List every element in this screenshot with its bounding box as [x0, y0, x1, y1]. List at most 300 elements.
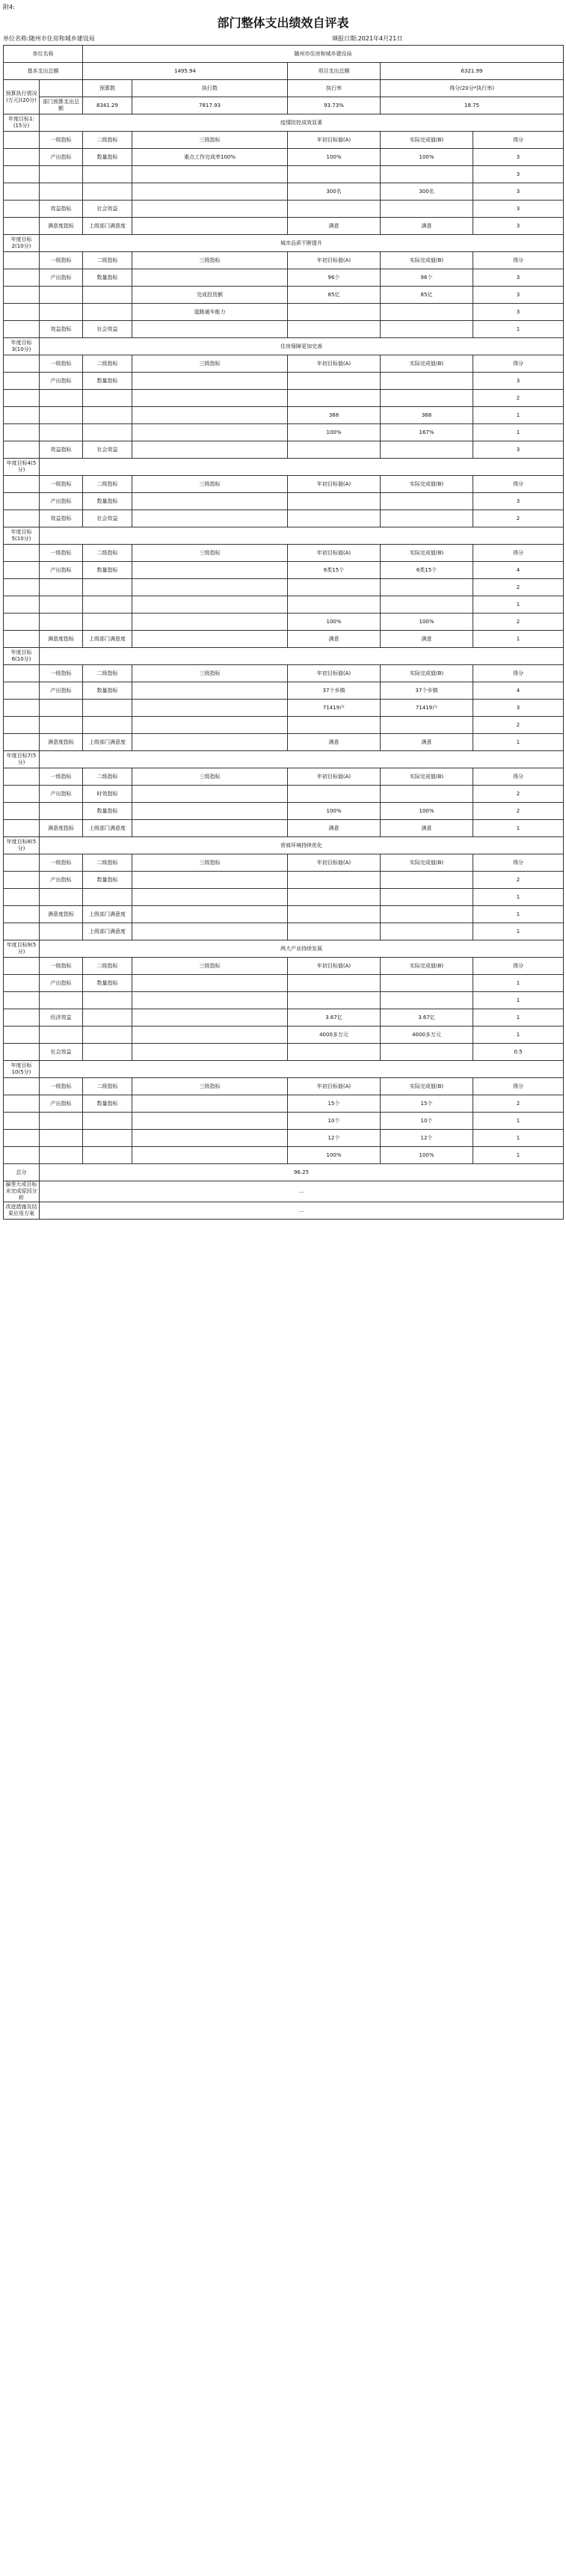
indicator-score: 3	[473, 201, 564, 218]
indicator-spacer	[4, 923, 40, 940]
actual-value	[381, 321, 473, 338]
level3-indicator	[132, 682, 288, 700]
indicator-score: 2	[473, 614, 564, 631]
indicator-score: 1	[473, 734, 564, 751]
indicator-score: 2	[473, 803, 564, 820]
indicator-spacer	[4, 493, 40, 510]
indicator-row	[4, 614, 564, 631]
budget-row-label: 部门预算支出总额	[40, 97, 83, 114]
goal-row	[4, 527, 564, 545]
actual-value: 实际完成值(B)	[381, 252, 473, 269]
indicator-score: 2	[473, 579, 564, 596]
level3-indicator	[132, 975, 288, 992]
indicator-score: 3	[473, 373, 564, 390]
goal-row	[4, 940, 564, 958]
target-value	[288, 872, 381, 889]
target-value: 满意	[288, 734, 381, 751]
indicator-row	[4, 321, 564, 338]
indicator-score: 1	[473, 992, 564, 1009]
target-value: 年初目标值(A)	[288, 958, 381, 975]
indicator-spacer	[4, 820, 40, 837]
level3-indicator	[132, 424, 288, 441]
actual-value: 满意	[381, 218, 473, 235]
goal-row	[4, 338, 564, 355]
target-value	[288, 321, 381, 338]
indicator-spacer	[4, 1078, 40, 1095]
level1-indicator: 产出指标	[40, 562, 83, 579]
indicator-row	[4, 820, 564, 837]
indicator-score: 1	[473, 596, 564, 614]
target-value: 71419户	[288, 700, 381, 717]
level1-indicator	[40, 407, 83, 424]
target-value: 100%	[288, 614, 381, 631]
indicator-score: 3	[473, 441, 564, 459]
indicator-score: 2	[473, 510, 564, 527]
actual-value: 96个	[381, 269, 473, 287]
level3-indicator	[132, 373, 288, 390]
target-value: 年初目标值(A)	[288, 545, 381, 562]
level1-indicator	[40, 166, 83, 183]
budget-label: 预算执行情况(万元)(20分)	[4, 80, 40, 114]
level2-indicator	[83, 304, 132, 321]
level1-indicator: 满意度指标	[40, 906, 83, 923]
level1-indicator: 产出指标	[40, 373, 83, 390]
indicator-spacer	[4, 786, 40, 803]
level3-indicator	[132, 614, 288, 631]
level3-indicator	[132, 1113, 288, 1130]
issues-text: …	[40, 1181, 564, 1202]
level2-indicator: 数量指标	[83, 149, 132, 166]
level3-indicator	[132, 923, 288, 940]
indicator-score: 1	[473, 1027, 564, 1044]
level1-indicator: 产出指标	[40, 1095, 83, 1113]
target-value: 12个	[288, 1130, 381, 1147]
indicator-row	[4, 734, 564, 751]
level2-indicator	[83, 166, 132, 183]
indicator-row	[4, 201, 564, 218]
actual-value	[381, 304, 473, 321]
budget-h-exec: 执行数	[132, 80, 288, 97]
indicator-row	[4, 579, 564, 596]
indicator-spacer	[4, 700, 40, 717]
level1-indicator	[40, 287, 83, 304]
level3-indicator	[132, 889, 288, 906]
indicator-row	[4, 493, 564, 510]
indicator-row	[4, 1044, 564, 1061]
level2-indicator: 上级部门满意度	[83, 820, 132, 837]
total-label: 总分	[4, 1164, 40, 1181]
indicator-row	[4, 1130, 564, 1147]
indicator-spacer	[4, 854, 40, 872]
actual-value	[381, 786, 473, 803]
budget-amount: 8341.29	[83, 97, 132, 114]
indicator-spacer	[4, 1113, 40, 1130]
indicator-spacer	[4, 149, 40, 166]
target-value: 满意	[288, 820, 381, 837]
level2-indicator: 社会效益	[83, 441, 132, 459]
indicator-spacer	[4, 1130, 40, 1147]
actual-value: 368	[381, 407, 473, 424]
level3-indicator	[132, 218, 288, 235]
base-label: 基本支出总额	[4, 63, 83, 80]
level2-indicator	[83, 183, 132, 201]
level2-indicator: 社会效益	[83, 201, 132, 218]
total-value: 96.25	[40, 1164, 564, 1181]
indicator-score: 4	[473, 562, 564, 579]
level1-indicator: 产出指标	[40, 872, 83, 889]
goal-label: 年度目标1:(15分)	[4, 114, 40, 132]
level1-indicator: 社会效益	[40, 1044, 83, 1061]
level1-indicator	[40, 304, 83, 321]
indicator-row	[4, 287, 564, 304]
issues-label: 偏差大或目标未完成原因分析	[4, 1181, 40, 1202]
indicator-row	[4, 441, 564, 459]
goal-row	[4, 235, 564, 252]
issues-row	[4, 1181, 564, 1202]
indicator-spacer	[4, 665, 40, 682]
indicator-row	[4, 786, 564, 803]
indicator-spacer	[4, 252, 40, 269]
level3-indicator	[132, 992, 288, 1009]
goal-text: 两大产业持续发展	[40, 940, 564, 958]
level1-indicator	[40, 424, 83, 441]
target-value	[288, 493, 381, 510]
goal-label: 年度目标3(10分)	[4, 338, 40, 355]
indicator-row	[4, 1009, 564, 1027]
target-value: 年初目标值(A)	[288, 476, 381, 493]
level1-indicator: 效益指标	[40, 321, 83, 338]
actual-value	[381, 717, 473, 734]
level2-indicator: 数量指标	[83, 269, 132, 287]
indicator-score: 得分	[473, 132, 564, 149]
level3-indicator	[132, 1044, 288, 1061]
indicator-row	[4, 768, 564, 786]
level2-indicator	[83, 579, 132, 596]
actual-value: 300名	[381, 183, 473, 201]
indicator-row	[4, 407, 564, 424]
level3-indicator	[132, 631, 288, 648]
indicator-spacer	[4, 1009, 40, 1027]
indicator-score: 得分	[473, 1078, 564, 1095]
level3-indicator: 三级指标	[132, 252, 288, 269]
indicator-spacer	[4, 717, 40, 734]
level2-indicator: 二级指标	[83, 854, 132, 872]
level3-indicator	[132, 579, 288, 596]
indicator-spacer	[4, 768, 40, 786]
indicator-row	[4, 476, 564, 493]
total-row	[4, 1164, 564, 1181]
indicator-row	[4, 373, 564, 390]
indicator-spacer	[4, 166, 40, 183]
indicator-score: 得分	[473, 854, 564, 872]
level2-indicator: 上级部门满意度	[83, 906, 132, 923]
indicator-spacer	[4, 201, 40, 218]
indicator-spacer	[4, 304, 40, 321]
indicator-spacer	[4, 614, 40, 631]
indicator-score: 1	[473, 889, 564, 906]
target-value	[288, 596, 381, 614]
actual-value: 满意	[381, 820, 473, 837]
level2-indicator: 数量指标	[83, 682, 132, 700]
level1-indicator	[40, 390, 83, 407]
target-value: 年初目标值(A)	[288, 252, 381, 269]
indicator-row	[4, 545, 564, 562]
goal-text	[40, 459, 564, 476]
indicator-row	[4, 631, 564, 648]
level1-indicator: 产出指标	[40, 682, 83, 700]
indicator-score: 得分	[473, 958, 564, 975]
target-value: 年初目标值(A)	[288, 665, 381, 682]
base-value: 1495.94	[83, 63, 288, 80]
goal-text	[40, 1061, 564, 1078]
level1-indicator: 满意度指标	[40, 820, 83, 837]
level1-indicator: 一级指标	[40, 355, 83, 373]
indicator-row	[4, 1147, 564, 1164]
level1-indicator	[40, 992, 83, 1009]
target-value: 100%	[288, 803, 381, 820]
target-value: 368	[288, 407, 381, 424]
level3-indicator: 完成投资额	[132, 287, 288, 304]
actual-value: 100%	[381, 803, 473, 820]
target-value: 3.67亿	[288, 1009, 381, 1027]
level3-indicator: 三级指标	[132, 132, 288, 149]
indicator-spacer	[4, 441, 40, 459]
indicator-score: 3	[473, 269, 564, 287]
target-value	[288, 1044, 381, 1061]
indicator-spacer	[4, 424, 40, 441]
level3-indicator	[132, 1009, 288, 1027]
page-title: 部门整体支出绩效自评表	[217, 16, 349, 30]
target-value	[288, 579, 381, 596]
unit-name: 随州市住房和城乡建设局	[83, 46, 564, 63]
actual-value	[381, 906, 473, 923]
indicator-spacer	[4, 218, 40, 235]
actual-value: 100%	[381, 614, 473, 631]
indicator-row	[4, 390, 564, 407]
indicator-row	[4, 906, 564, 923]
actual-value: 实际完成值(B)	[381, 476, 473, 493]
level2-indicator: 二级指标	[83, 958, 132, 975]
indicator-score: 4	[473, 682, 564, 700]
level1-indicator: 产出指标	[40, 493, 83, 510]
actual-value: 100%	[381, 149, 473, 166]
level2-indicator: 数量指标	[83, 872, 132, 889]
level3-indicator	[132, 1147, 288, 1164]
actual-value: 实际完成值(B)	[381, 665, 473, 682]
level3-indicator	[132, 717, 288, 734]
target-value	[288, 717, 381, 734]
level2-indicator	[83, 1130, 132, 1147]
budget-blank	[40, 80, 83, 97]
level2-indicator: 时效指标	[83, 786, 132, 803]
indicator-row	[4, 717, 564, 734]
budget-header-row	[4, 80, 564, 97]
actual-value: 实际完成值(B)	[381, 355, 473, 373]
level1-indicator	[40, 183, 83, 201]
indicator-row	[4, 682, 564, 700]
level2-indicator	[83, 596, 132, 614]
indicator-score: 得分	[473, 545, 564, 562]
level2-indicator: 二级指标	[83, 476, 132, 493]
indicator-row	[4, 992, 564, 1009]
level1-indicator: 一级指标	[40, 476, 83, 493]
indicator-row	[4, 854, 564, 872]
level3-indicator: 三级指标	[132, 355, 288, 373]
indicator-row	[4, 923, 564, 940]
level2-indicator: 二级指标	[83, 545, 132, 562]
indicator-row	[4, 218, 564, 235]
level2-indicator	[83, 407, 132, 424]
level3-indicator	[132, 493, 288, 510]
goal-text: 住房保障更加完善	[40, 338, 564, 355]
indicator-score: 1	[473, 321, 564, 338]
target-value: 满意	[288, 218, 381, 235]
level2-indicator: 上级部门满意度	[83, 734, 132, 751]
goal-label: 年度目标4(5分)	[4, 459, 40, 476]
indicator-score: 2	[473, 717, 564, 734]
indicator-score: 1	[473, 424, 564, 441]
level1-indicator	[40, 1027, 83, 1044]
actual-value	[381, 872, 473, 889]
target-value	[288, 304, 381, 321]
goal-text	[40, 751, 564, 768]
indicator-score: 1	[473, 1113, 564, 1130]
target-value: 4000多万元	[288, 1027, 381, 1044]
level3-indicator: 三级指标	[132, 768, 288, 786]
level1-indicator	[40, 1147, 83, 1164]
level3-indicator	[132, 786, 288, 803]
target-value	[288, 201, 381, 218]
actual-value: 满意	[381, 631, 473, 648]
indicator-spacer	[4, 975, 40, 992]
target-value: 10个	[288, 1113, 381, 1130]
unit-line	[3, 34, 563, 43]
indicator-score: 3	[473, 287, 564, 304]
level2-indicator: 数量指标	[83, 373, 132, 390]
indicator-spacer	[4, 803, 40, 820]
level2-indicator: 数量指标	[83, 562, 132, 579]
indicator-row	[4, 304, 564, 321]
date-label: 填报日期:2021年4月21日	[332, 35, 403, 42]
target-value	[288, 889, 381, 906]
actual-value: 167%	[381, 424, 473, 441]
level2-indicator	[83, 1113, 132, 1130]
exec-rate: 93.73%	[288, 97, 381, 114]
indicator-spacer	[4, 510, 40, 527]
goal-text: 疫情防控成效显著	[40, 114, 564, 132]
level3-indicator	[132, 1130, 288, 1147]
level2-indicator: 二级指标	[83, 252, 132, 269]
level1-indicator: 产出指标	[40, 269, 83, 287]
indicator-spacer	[4, 734, 40, 751]
level3-indicator: 重点工作完成率100%	[132, 149, 288, 166]
level3-indicator	[132, 510, 288, 527]
level1-indicator: 产出指标	[40, 786, 83, 803]
level2-indicator: 数量指标	[83, 975, 132, 992]
target-value	[288, 906, 381, 923]
level2-indicator: 数量指标	[83, 803, 132, 820]
level1-indicator: 效益指标	[40, 441, 83, 459]
level1-indicator: 一级指标	[40, 545, 83, 562]
level1-indicator	[40, 889, 83, 906]
level1-indicator: 效益指标	[40, 201, 83, 218]
actual-value	[381, 166, 473, 183]
level2-indicator	[83, 1027, 132, 1044]
indicator-row	[4, 1027, 564, 1044]
actual-value: 6类15个	[381, 562, 473, 579]
level1-indicator: 产出指标	[40, 149, 83, 166]
target-value: 年初目标值(A)	[288, 854, 381, 872]
goal-label: 年度目标6(10分)	[4, 648, 40, 665]
level2-indicator	[83, 424, 132, 441]
level3-indicator	[132, 1095, 288, 1113]
indicator-spacer	[4, 132, 40, 149]
indicator-row	[4, 269, 564, 287]
level3-indicator: 三级指标	[132, 958, 288, 975]
indicator-spacer	[4, 269, 40, 287]
actual-value: 满意	[381, 734, 473, 751]
goal-text: 营商环境持续优化	[40, 837, 564, 854]
indicator-spacer	[4, 373, 40, 390]
indicator-row	[4, 355, 564, 373]
indicator-score: 1	[473, 407, 564, 424]
indicator-row	[4, 132, 564, 149]
indicator-score: 得分	[473, 768, 564, 786]
indicator-spacer	[4, 906, 40, 923]
indicator-score: 得分	[473, 355, 564, 373]
actual-value	[381, 923, 473, 940]
level3-indicator	[132, 441, 288, 459]
indicator-spacer	[4, 545, 40, 562]
self-eval-table	[3, 45, 564, 1220]
level2-indicator	[83, 390, 132, 407]
indicator-row	[4, 872, 564, 889]
level2-indicator	[83, 700, 132, 717]
level2-indicator	[83, 1044, 132, 1061]
doc-tag: 附4:	[3, 4, 15, 10]
actual-value: 实际完成值(B)	[381, 1078, 473, 1095]
measures-label: 改进措施及结果应用方案	[4, 1202, 40, 1220]
indicator-row	[4, 183, 564, 201]
indicator-row	[4, 700, 564, 717]
indicator-score: 3	[473, 149, 564, 166]
level3-indicator: 三级指标	[132, 854, 288, 872]
indicator-row	[4, 1095, 564, 1113]
indicator-row	[4, 424, 564, 441]
goal-label: 年度目标2(10分)	[4, 235, 40, 252]
actual-value	[381, 510, 473, 527]
level1-indicator: 满意度指标	[40, 218, 83, 235]
indicator-row	[4, 665, 564, 682]
level3-indicator: 三级指标	[132, 665, 288, 682]
actual-value: 实际完成值(B)	[381, 132, 473, 149]
actual-value	[381, 493, 473, 510]
level2-indicator: 二级指标	[83, 355, 132, 373]
indicator-spacer	[4, 287, 40, 304]
indicator-row	[4, 803, 564, 820]
indicator-score: 1	[473, 631, 564, 648]
indicator-row	[4, 510, 564, 527]
actual-value	[381, 390, 473, 407]
indicator-score: 1	[473, 906, 564, 923]
level2-indicator: 数量指标	[83, 493, 132, 510]
level3-indicator	[132, 872, 288, 889]
actual-value	[381, 579, 473, 596]
goal-label: 年度目标7(5分)	[4, 751, 40, 768]
indicator-score: 2	[473, 390, 564, 407]
target-value: 年初目标值(A)	[288, 132, 381, 149]
level1-indicator: 满意度指标	[40, 631, 83, 648]
